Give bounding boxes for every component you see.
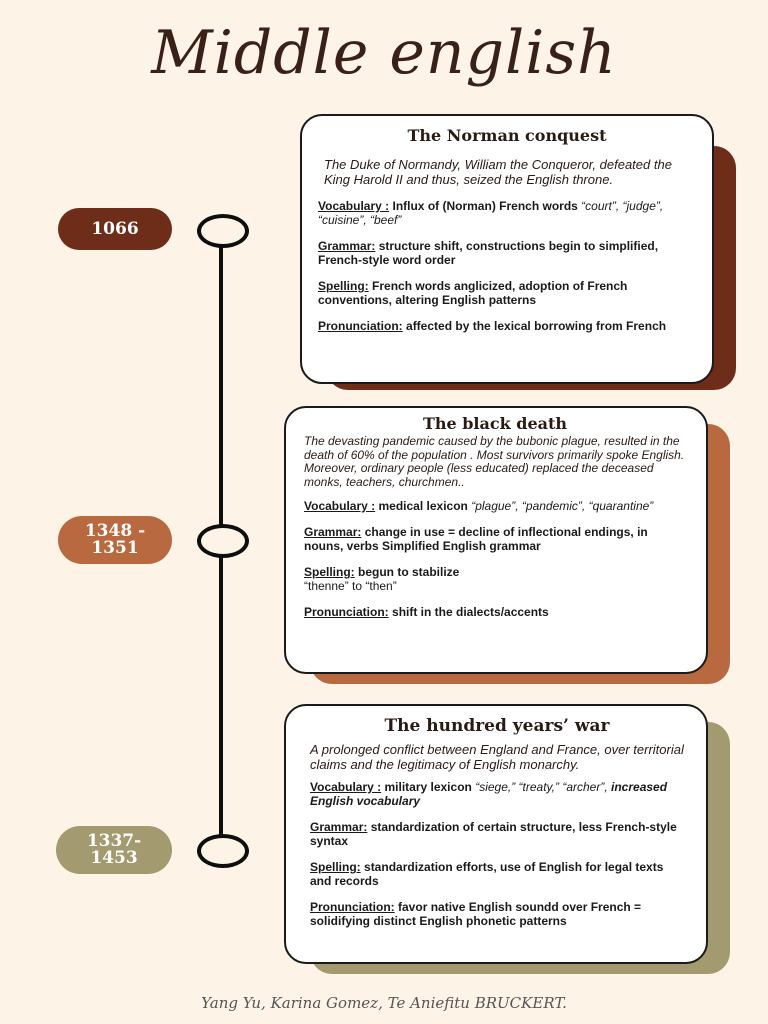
timeline-node-1348 <box>197 524 249 558</box>
pronunciation-label: Pronunciation: <box>318 319 403 333</box>
event-card-norman-conquest <box>300 114 714 384</box>
spelling-label: Spelling: <box>318 279 369 293</box>
vocabulary-section <box>304 499 686 513</box>
spelling-section <box>318 279 696 307</box>
timeline-node-1337 <box>197 834 249 868</box>
spelling-text: begun to stabilize <box>358 565 460 579</box>
grammar-text: change in use = decline of inflectional endings, in nouns, verbs Simplified English grammar <box>304 525 648 553</box>
grammar-section <box>318 239 696 267</box>
spelling-label: Spelling: <box>310 860 361 874</box>
spelling-section <box>310 860 684 888</box>
timeline-node-1066 <box>197 214 249 248</box>
vocabulary-examples: “siege,” “treaty,” “archer”, <box>475 780 608 794</box>
vocabulary-extra: increased English vocabulary <box>310 780 668 808</box>
pronunciation-section <box>310 900 684 928</box>
grammar-text: standardization of certain structure, less French-style syntax <box>310 820 677 848</box>
pronunciation-section <box>304 605 686 619</box>
spelling-examples: “thenne” to “then” <box>304 579 397 593</box>
card-intro: The Duke of Normandy, William the Conqueror, defeated the King Harold II and thus, seized the English throne. <box>324 157 672 187</box>
grammar-label: Grammar: <box>304 525 362 539</box>
pronunciation-label: Pronunciation: <box>310 900 395 914</box>
spelling-text: French words anglicized, adoption of French conventions, altering English patterns <box>318 279 628 307</box>
spelling-text: standardization efforts, use of English for legal texts and records <box>310 860 664 888</box>
event-card-black-death <box>284 406 708 674</box>
card-title: The hundred years’ war <box>384 716 610 736</box>
vocabulary-section <box>310 780 684 808</box>
card-intro: A prolonged conflict between England and France, over territorial claims and the legitimacy of English monarchy. <box>310 742 684 772</box>
spelling-label: Spelling: <box>304 565 355 579</box>
authors-footer: Yang Yu, Karina Gomez, Te Aniefitu BRUCKERT. <box>201 994 567 1012</box>
grammar-label: Grammar: <box>318 239 376 253</box>
card-intro: The devasting pandemic caused by the bubonic plague, resulted in the death of 60% of the population . Most survivors primarily spoke English. Moreover, ordinary people (less educated) replaced the deceased monks, teachers, churchmen.. <box>304 434 685 489</box>
spelling-section <box>304 565 686 593</box>
grammar-section <box>310 820 684 848</box>
date-line-2: 1453 <box>90 848 138 868</box>
vocabulary-section <box>318 199 696 227</box>
vocabulary-examples: “court”, “judge”, “cuisine”, “beef” <box>318 199 664 227</box>
date-text: 1066 <box>91 218 139 239</box>
pronunciation-label: Pronunciation: <box>304 605 389 619</box>
vocabulary-text: Influx of (Norman) French words <box>392 199 578 213</box>
pronunciation-section <box>318 319 696 333</box>
page-title: Middle english <box>151 18 617 88</box>
date-badge-1066 <box>58 208 172 250</box>
date-line-1: 1337- <box>86 831 142 851</box>
vocabulary-text: medical lexicon <box>378 499 468 513</box>
grammar-text: structure shift, constructions begin to simplified, French-style word order <box>318 239 659 267</box>
card-title: The black death <box>422 414 568 433</box>
vocabulary-text: military lexicon <box>384 780 472 794</box>
vocabulary-label: Vocabulary : <box>304 499 376 513</box>
vocabulary-label: Vocabulary : <box>310 780 382 794</box>
date-line-1: 1348 - <box>84 521 146 541</box>
grammar-label: Grammar: <box>310 820 368 834</box>
event-card-hundred-years-war <box>284 704 708 964</box>
pronunciation-text: favor native English soundd over French = solidifying distinct English phonetic patterns <box>310 900 642 928</box>
date-badge-1337 <box>56 826 172 874</box>
date-badge-1348 <box>58 516 172 564</box>
card-title: The Norman conquest <box>407 126 607 145</box>
pronunciation-text: shift in the dialects/accents <box>392 605 549 619</box>
grammar-section <box>304 525 686 553</box>
vocabulary-examples: “plague”, “pandemic”, “quarantine” <box>471 499 654 513</box>
pronunciation-text: affected by the lexical borrowing from French <box>406 319 667 333</box>
date-line-2: 1351 <box>91 538 139 558</box>
vocabulary-label: Vocabulary : <box>318 199 390 213</box>
